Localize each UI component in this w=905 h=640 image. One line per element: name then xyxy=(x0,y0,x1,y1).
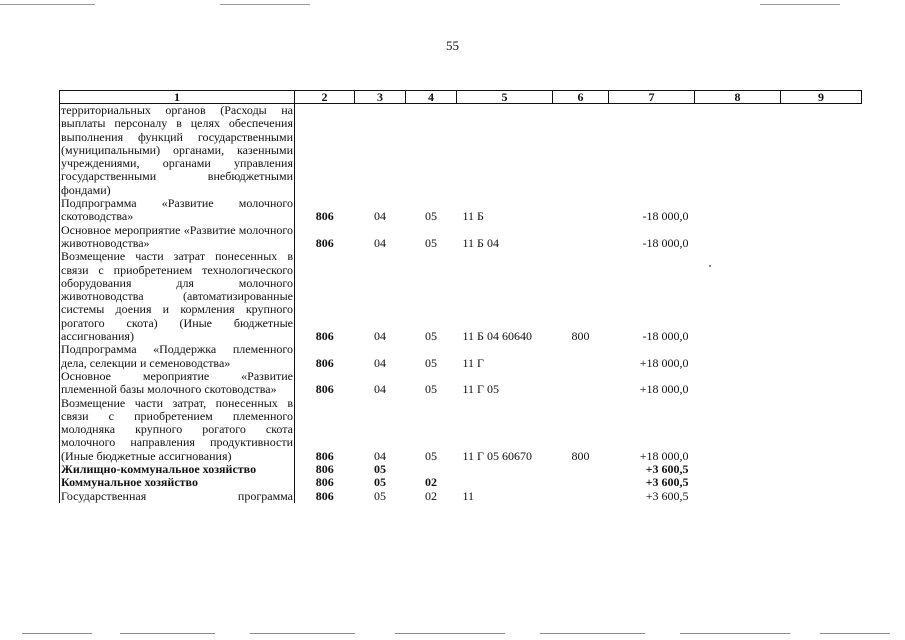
row-c3: 04 xyxy=(374,209,386,224)
row-c2: 806 xyxy=(315,355,334,370)
row-c6 xyxy=(553,197,609,224)
row-c4: 02 xyxy=(425,475,437,490)
row-c6 xyxy=(553,370,609,397)
row-c7: -18 000,0 xyxy=(642,209,689,224)
row-c3: 05 xyxy=(374,462,386,477)
scan-edge-top-mid xyxy=(220,4,310,5)
table-row xyxy=(60,463,862,476)
row-c7: +18 000,0 xyxy=(639,382,689,397)
row-c3: 04 xyxy=(374,355,386,370)
table-row xyxy=(60,370,862,397)
row-c3: 05 xyxy=(374,475,386,490)
row-c4 xyxy=(406,463,457,476)
row-c6: 800 xyxy=(571,448,590,463)
scan-edge-bottom-6 xyxy=(680,633,790,634)
table-row xyxy=(60,490,862,503)
row-c8 xyxy=(695,343,781,370)
row-c2 xyxy=(295,104,355,198)
row-c5 xyxy=(457,476,553,489)
row-name: Возмещение части затрат, понесенных в связи с приобретением племенного молодняка крупного рогатого скота молочного направления продуктивности (Иные бюджетные ассигнования) xyxy=(61,395,293,463)
row-c9 xyxy=(781,490,862,503)
row-c6 xyxy=(553,104,609,198)
row-c7: +18 000,0 xyxy=(639,448,689,463)
row-c2: 806 xyxy=(315,462,334,477)
row-c3: 04 xyxy=(374,382,386,397)
row-c6 xyxy=(553,476,609,489)
row-c2: 806 xyxy=(315,235,334,250)
col-header-7: 7 xyxy=(609,91,695,104)
row-c9 xyxy=(781,104,862,198)
row-c7: -18 000,0 xyxy=(642,235,689,250)
row-c5 xyxy=(457,463,553,476)
row-c2: 806 xyxy=(315,329,334,344)
row-c5: 11 Г 05 xyxy=(462,382,499,397)
row-c5 xyxy=(457,104,553,198)
row-c4: 05 xyxy=(425,329,437,344)
row-c3 xyxy=(355,104,406,198)
row-c5: 11 Г 05 60670 xyxy=(462,448,532,463)
header-row xyxy=(60,91,862,104)
row-c4: 05 xyxy=(425,209,437,224)
row-c9 xyxy=(781,197,862,224)
scan-edge-bottom-7 xyxy=(820,633,890,634)
row-c2: 806 xyxy=(315,209,334,224)
row-c7: -18 000,0 xyxy=(642,329,689,344)
row-name: Возмещение части затрат понесенных в связи с приобретением технологического оборудования для молочного животноводства (автоматизированные системы доения и кормления крупного рогатого скота) (Иные бюджетные ассигнования) xyxy=(61,249,293,344)
row-name: Коммунальное хозяйство xyxy=(60,476,295,489)
row-c6 xyxy=(553,463,609,476)
row-name: Государственная программа xyxy=(61,488,293,503)
row-name: Жилищно-коммунальное хозяйство xyxy=(60,463,295,476)
table-row xyxy=(60,397,862,463)
col-header-5: 5 xyxy=(457,91,553,104)
row-c9 xyxy=(781,224,862,251)
row-c6 xyxy=(553,343,609,370)
row-c9 xyxy=(781,250,862,343)
row-c9 xyxy=(781,397,862,463)
row-c4: 05 xyxy=(425,448,437,463)
scan-edge-bottom-2 xyxy=(120,633,215,634)
row-c8 xyxy=(695,250,781,343)
scan-edge-top-left xyxy=(0,4,95,5)
row-c7: +3 600,5 xyxy=(645,488,689,503)
row-c4: 02 xyxy=(425,488,437,503)
row-c6: 800 xyxy=(571,329,590,344)
row-c2: 806 xyxy=(315,475,334,490)
row-c5: 11 Б xyxy=(462,209,484,224)
row-name: Основное мероприятие «Развитие молочного животноводства» xyxy=(61,222,293,250)
row-c8 xyxy=(695,463,781,476)
row-c3: 04 xyxy=(374,235,386,250)
table-row xyxy=(60,343,862,370)
row-c7: +3 600,5 xyxy=(645,475,689,490)
scan-speck xyxy=(709,265,711,267)
row-c7: +18 000,0 xyxy=(639,355,689,370)
row-c8 xyxy=(695,397,781,463)
table-row xyxy=(60,476,862,489)
col-header-9: 9 xyxy=(781,91,862,104)
row-c2: 806 xyxy=(315,448,334,463)
row-c8 xyxy=(695,104,781,198)
scan-edge-bottom-5 xyxy=(540,633,645,634)
budget-table xyxy=(59,90,862,503)
col-header-3: 3 xyxy=(355,91,406,104)
table-row xyxy=(60,250,862,343)
scan-edge-bottom-1 xyxy=(22,633,92,634)
row-c4: 05 xyxy=(425,355,437,370)
row-c9 xyxy=(781,463,862,476)
row-c4: 05 xyxy=(425,235,437,250)
row-c6 xyxy=(553,490,609,503)
row-c3: 05 xyxy=(374,488,386,503)
row-c5: 11 Б 04 xyxy=(462,235,499,250)
row-c8 xyxy=(695,476,781,489)
col-header-1: 1 xyxy=(60,91,295,104)
row-c5: 11 Г xyxy=(462,355,484,370)
row-c8 xyxy=(695,197,781,224)
scan-edge-bottom-3 xyxy=(250,633,355,634)
scan-edge-top-right xyxy=(760,4,840,5)
row-c8 xyxy=(695,224,781,251)
row-name: Основное мероприятие «Развитие племенной базы молочного скотоводства» xyxy=(61,368,293,397)
col-header-2: 2 xyxy=(295,91,355,104)
col-header-8: 8 xyxy=(695,91,781,104)
row-c2: 806 xyxy=(315,488,334,503)
row-c4: 05 xyxy=(425,382,437,397)
row-c9 xyxy=(781,370,862,397)
col-header-6: 6 xyxy=(553,91,609,104)
col-header-4: 4 xyxy=(406,91,457,104)
row-name: Подпрограмма «Развитие молочного скотоводства» xyxy=(61,196,293,224)
page-number: 55 xyxy=(446,38,459,53)
row-c4 xyxy=(406,104,457,198)
row-c8 xyxy=(695,490,781,503)
row-c7 xyxy=(609,104,695,198)
row-c9 xyxy=(781,476,862,489)
row-c5: 11 xyxy=(462,488,475,503)
table-row xyxy=(60,224,862,251)
row-c3: 04 xyxy=(374,448,386,463)
row-c8 xyxy=(695,370,781,397)
table-row xyxy=(60,197,862,224)
row-c7: +3 600,5 xyxy=(645,462,689,477)
row-c9 xyxy=(781,343,862,370)
row-c5: 11 Б 04 60640 xyxy=(462,329,532,344)
row-c2: 806 xyxy=(315,382,334,397)
table-row xyxy=(60,104,862,198)
row-name: Подпрограмма «Поддержка племенного дела, селекции и семеноводства» xyxy=(61,342,293,370)
row-name: территориальных органов (Расходы на выплаты персоналу в целях обеспечения выполнения функций государственными (муниципальными) органами, казенными учреждениями, органами управления государственными внебюджетными фондами) xyxy=(61,103,293,197)
row-c3: 04 xyxy=(374,329,386,344)
row-c6 xyxy=(553,224,609,251)
scan-edge-bottom-4 xyxy=(395,633,505,634)
